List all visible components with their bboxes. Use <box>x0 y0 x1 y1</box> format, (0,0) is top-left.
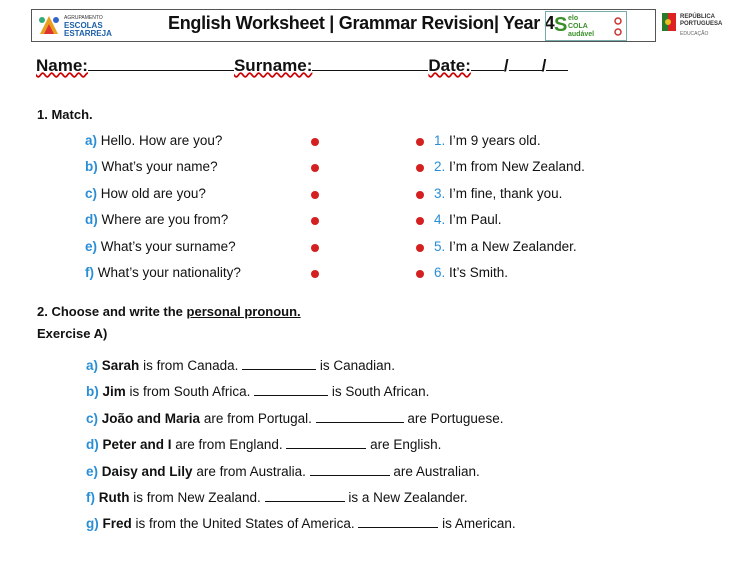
match-question <box>85 212 228 227</box>
question-text: Hello. How are you? <box>100 133 223 148</box>
name-blank[interactable] <box>88 56 234 71</box>
item-subject: Daisy and Lily <box>101 464 193 479</box>
match-dot-left[interactable] <box>311 270 319 278</box>
match-dot-right[interactable] <box>416 244 424 252</box>
answer-blank[interactable] <box>242 357 316 370</box>
item-text: is from the United States of America. <box>131 516 355 531</box>
date-separator: / <box>503 56 509 75</box>
item-key: b) <box>86 384 99 399</box>
item-after: are Portuguese. <box>407 411 504 426</box>
seal-logo-line3: audável <box>568 31 595 38</box>
school-logo-line2: ESCOLAS <box>64 21 103 30</box>
seal-logo-line1: elo <box>568 15 579 22</box>
date-year-blank[interactable] <box>546 56 568 71</box>
item-text: is from New Zealand. <box>129 490 261 505</box>
question-key: b) <box>85 159 98 174</box>
item-key: f) <box>86 490 95 505</box>
item-after: are Australian. <box>393 464 480 479</box>
item-key: a) <box>86 358 99 373</box>
answer-text: I’m 9 years old. <box>449 133 541 148</box>
section2-heading <box>37 304 301 319</box>
question-key: f) <box>85 265 94 280</box>
answer-key: 2. <box>434 159 446 174</box>
item-text: is from South Africa. <box>125 384 251 399</box>
seal-logo-line2: COLA <box>568 23 588 30</box>
pronoun-item <box>86 463 480 479</box>
match-question <box>85 239 236 254</box>
section2-heading-text: 2. Choose and write the <box>37 304 187 319</box>
pronoun-item <box>86 383 429 399</box>
government-logo <box>662 13 732 37</box>
match-dot-left[interactable] <box>311 244 319 252</box>
item-subject: João and Maria <box>101 411 201 426</box>
section1-heading: 1. Match. <box>37 107 93 122</box>
match-answer <box>434 212 502 227</box>
answer-blank[interactable] <box>316 410 404 423</box>
match-question <box>85 159 218 174</box>
match-dot-left[interactable] <box>311 164 319 172</box>
school-logo <box>36 12 110 39</box>
answer-text: It’s Smith. <box>449 265 509 280</box>
item-subject: Sarah <box>101 358 140 373</box>
item-text: are from England. <box>171 437 283 452</box>
match-answer <box>434 133 541 148</box>
section2-heading-underlined: personal pronoun. <box>186 304 301 319</box>
item-after: is American. <box>442 516 516 531</box>
item-subject: Jim <box>102 384 126 399</box>
pronoun-item <box>86 489 468 505</box>
match-answer <box>434 186 562 201</box>
match-answer <box>434 159 585 174</box>
answer-key: 1. <box>434 133 446 148</box>
question-text: What’s your name? <box>101 159 218 174</box>
date-label: Date: <box>428 56 471 75</box>
item-after: is Canadian. <box>319 358 395 373</box>
government-logo-line2: PORTUGUESA <box>680 21 723 27</box>
answer-blank[interactable] <box>265 489 345 502</box>
item-key: c) <box>86 411 99 426</box>
answer-key: 4. <box>434 212 446 227</box>
match-question <box>85 186 206 201</box>
question-key: c) <box>85 186 98 201</box>
question-key: d) <box>85 212 98 227</box>
item-key: d) <box>86 437 99 452</box>
answer-blank[interactable] <box>254 383 328 396</box>
student-info-line <box>36 56 568 76</box>
answer-blank[interactable] <box>286 436 366 449</box>
date-separator: / <box>541 56 547 75</box>
answer-key: 5. <box>434 239 446 254</box>
item-text: are from Australia. <box>192 464 306 479</box>
match-question <box>85 133 222 148</box>
match-dot-left[interactable] <box>311 191 319 199</box>
question-text: How old are you? <box>100 186 206 201</box>
match-dot-right[interactable] <box>416 138 424 146</box>
date-month-blank[interactable] <box>509 56 542 71</box>
pronoun-item <box>86 410 503 426</box>
match-dot-right[interactable] <box>416 217 424 225</box>
answer-key: 3. <box>434 186 446 201</box>
page-title: English Worksheet | Grammar Revision| Year 4 <box>168 13 555 33</box>
answer-text: I’m fine, thank you. <box>449 186 563 201</box>
question-key: e) <box>85 239 98 254</box>
date-day-blank[interactable] <box>471 56 504 71</box>
item-key: g) <box>86 516 99 531</box>
pronoun-item <box>86 515 516 531</box>
answer-text: I’m from New Zealand. <box>449 159 585 174</box>
answer-blank[interactable] <box>358 515 438 528</box>
match-dot-right[interactable] <box>416 270 424 278</box>
item-subject: Peter and I <box>102 437 172 452</box>
item-text: is from Canada. <box>139 358 239 373</box>
government-logo-line1: REPÚBLICA <box>680 14 716 20</box>
government-logo-sub: EDUCAÇÃO <box>680 31 709 37</box>
item-text: are from Portugal. <box>200 411 312 426</box>
question-text: What’s your nationality? <box>97 265 241 280</box>
seal-logo <box>545 11 627 41</box>
answer-blank[interactable] <box>310 463 390 476</box>
flag-icon <box>662 13 676 31</box>
answer-text: I’m a New Zealander. <box>449 239 577 254</box>
pronoun-item <box>86 436 441 452</box>
question-text: Where are you from? <box>101 212 229 227</box>
item-after: is a New Zealander. <box>348 490 468 505</box>
school-logo-line3: ESTARREJA <box>64 29 112 38</box>
pronoun-item <box>86 357 395 373</box>
seal-logo-mark-icon <box>612 16 624 38</box>
match-dot-left[interactable] <box>311 138 319 146</box>
question-key: a) <box>85 133 98 148</box>
item-key: e) <box>86 464 99 479</box>
item-after: are English. <box>370 437 442 452</box>
item-subject: Fred <box>102 516 132 531</box>
item-subject: Ruth <box>98 490 130 505</box>
seal-logo-big-letter: S <box>554 14 568 36</box>
answer-text: I’m Paul. <box>449 212 502 227</box>
item-after: is South African. <box>331 384 430 399</box>
surname-label: Surname: <box>233 56 313 75</box>
match-dot-right[interactable] <box>416 191 424 199</box>
school-logo-line1: AGRUPAMENTO <box>64 15 103 21</box>
exercise-a-heading: Exercise A) <box>37 326 108 341</box>
question-text: What’s your surname? <box>100 239 236 254</box>
school-logo-icon <box>36 12 62 38</box>
answer-key: 6. <box>434 265 446 280</box>
match-answer <box>434 265 508 280</box>
surname-blank[interactable] <box>312 56 428 71</box>
match-dot-right[interactable] <box>416 164 424 172</box>
match-dot-left[interactable] <box>311 217 319 225</box>
name-label: Name: <box>36 56 88 75</box>
match-answer <box>434 239 577 254</box>
match-question <box>85 265 241 280</box>
